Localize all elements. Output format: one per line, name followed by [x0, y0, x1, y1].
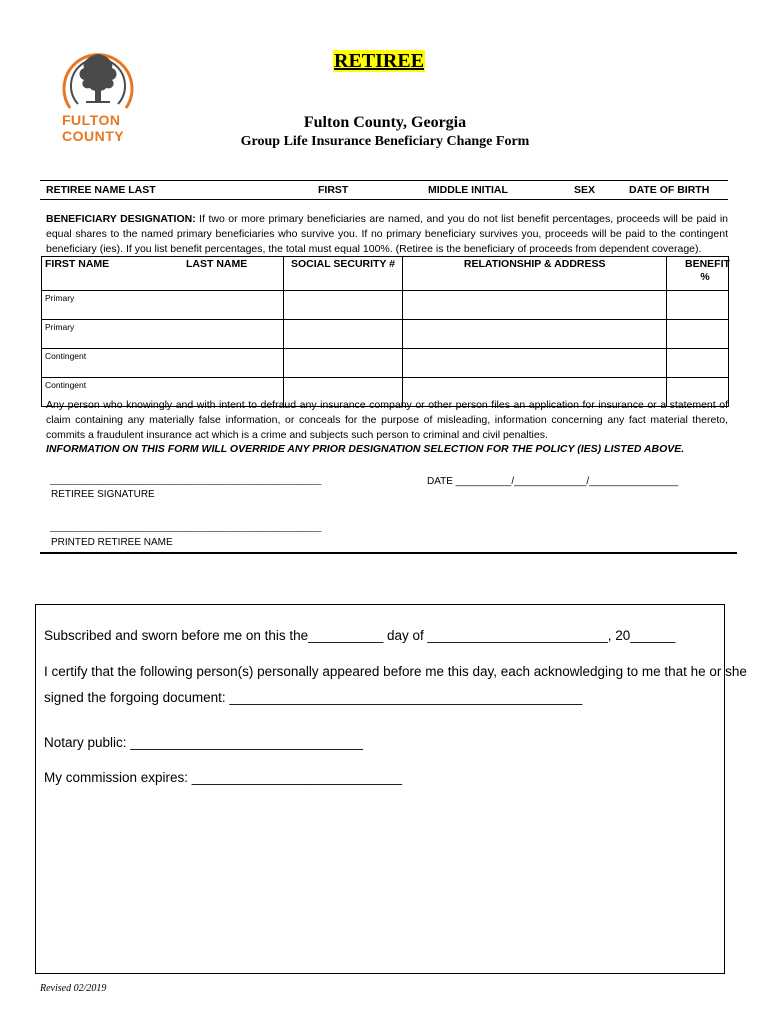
- signed-document-line[interactable]: signed the forgoing document: _______________________________________________: [44, 690, 583, 705]
- printed-name-label: PRINTED RETIREE NAME: [51, 537, 173, 548]
- certify-statement: I certify that the following person(s) personally appeared before me this day, each acknowledging to me that he or she: [44, 664, 747, 679]
- header-benefit-label: BENEFIT %: [685, 258, 730, 283]
- name-row-rule: [40, 199, 728, 200]
- row-type-label[interactable]: Primary: [42, 291, 284, 320]
- printed-name-line[interactable]: _____________________________________________________________: [50, 523, 322, 532]
- relationship-cell[interactable]: [403, 320, 667, 349]
- benefit-cell[interactable]: [667, 349, 729, 378]
- benefit-cell[interactable]: [667, 320, 729, 349]
- beneficiary-table: [41, 256, 729, 407]
- field-last-name[interactable]: RETIREE NAME LAST: [46, 184, 156, 196]
- county-title: Fulton County, Georgia: [303, 114, 467, 131]
- revision-date: Revised 02/2019: [40, 983, 107, 994]
- form-title: Group Life Insurance Beneficiary Change Form: [240, 134, 530, 149]
- header-names: [42, 257, 284, 291]
- designation-label: BENEFICIARY DESIGNATION:: [46, 213, 196, 225]
- field-first-name[interactable]: FIRST: [318, 184, 349, 196]
- retiree-badge: RETIREE: [334, 50, 425, 72]
- beneficiary-designation-text: [46, 212, 728, 258]
- row-type-label[interactable]: Contingent: [42, 349, 284, 378]
- ssn-cell[interactable]: [283, 291, 403, 320]
- field-middle-initial[interactable]: MIDDLE INITIAL: [428, 184, 508, 196]
- field-sex[interactable]: SEX: [574, 184, 596, 196]
- logo-line2: COUNTY: [62, 128, 125, 144]
- ssn-cell[interactable]: [283, 349, 403, 378]
- logo-line1: FULTON: [62, 112, 121, 128]
- header-first-name: FIRST NAME: [45, 258, 110, 270]
- sworn-statement[interactable]: Subscribed and sworn before me on this the__________ day of ________________________, 20______: [44, 628, 676, 643]
- table-row: [42, 320, 729, 349]
- table-row: [42, 349, 729, 378]
- fraud-warning: Any person who knowingly and with intent to defraud any insurance company or other person files an application for insurance or a statement of claim containing any materially false information, or conceals for the purpose of misleading, information concerning any fact material thereto, commits a fraudulent insurance act which is a crime and subjects such person to criminal and civil penalties.: [46, 399, 728, 442]
- notary-box: [35, 604, 725, 974]
- override-notice: INFORMATION ON THIS FORM WILL OVERRIDE ANY PRIOR DESIGNATION SELECTION FOR THE POLICY (IES) LISTED ABOVE.: [46, 443, 685, 455]
- header-last-name: LAST NAME: [186, 258, 248, 270]
- notary-public-line[interactable]: Notary public: _______________________________: [44, 735, 364, 750]
- header-ssn: SOCIAL SECURITY #: [283, 257, 403, 291]
- header-relationship: RELATIONSHIP & ADDRESS: [403, 257, 667, 291]
- designation-body: If two or more primary beneficiaries are named, and you do not list benefit percentages, proceeds will be paid in equal shares to the named primary beneficiaries who survive you. If no primary beneficiary survives you, proceeds will be paid to the contingent beneficiary (ies). If you list benefit percentages, the total must equal 100%. (Retiree is the beneficiary of proceeds from dependent coverage).: [46, 213, 728, 256]
- section-divider: [40, 552, 737, 554]
- header-benefit: [667, 257, 729, 291]
- signature-label: RETIREE SIGNATURE: [51, 489, 155, 500]
- ssn-cell[interactable]: [283, 320, 403, 349]
- relationship-cell[interactable]: [403, 349, 667, 378]
- row-type-label[interactable]: Primary: [42, 320, 284, 349]
- field-date-of-birth[interactable]: DATE OF BIRTH: [629, 184, 710, 196]
- benefit-cell[interactable]: [667, 291, 729, 320]
- row-type-label[interactable]: Contingent: [42, 378, 284, 407]
- signature-line[interactable]: _____________________________________________________________: [50, 476, 322, 485]
- relationship-cell[interactable]: [403, 291, 667, 320]
- top-rule: [40, 180, 728, 181]
- date-field[interactable]: DATE __________/_____________/________________: [427, 476, 679, 487]
- commission-expires-line[interactable]: My commission expires: ____________________________: [44, 770, 403, 785]
- table-row: [42, 291, 729, 320]
